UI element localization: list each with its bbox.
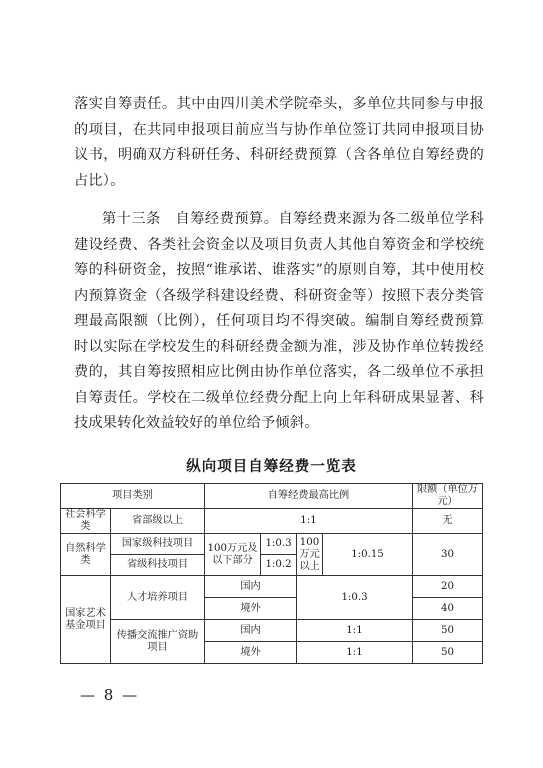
cell-natural-sub2: 省级科技项目 — [111, 555, 205, 576]
paragraph-responsibility: 落实自筹责任。其中由四川美术学院牵头，多单位共同参与申报的项目，在共同申报项目前应当与协作单位签订共同申报项目协议书，明确双方科研任务、科研经费预算（含各单位自筹经费的占比）。 — [74, 96, 484, 189]
cell-social-ratio: 1:1 — [205, 509, 413, 534]
cell-natural-below100: 100万元及以下部分 — [205, 534, 261, 576]
table-header-row — [61, 484, 483, 509]
header-ratio: 自筹经费最高比例 — [205, 484, 413, 509]
table-row-natural-1 — [61, 534, 483, 555]
cell-natural-ratio-a: 1:0.3 — [261, 534, 297, 555]
cell-art-spread: 传播交流推广资助项目 — [111, 620, 205, 664]
cell-social-limit: 无 — [413, 509, 483, 534]
table-row-social — [61, 509, 483, 534]
table-row-art-1 — [61, 576, 483, 598]
table-row-art-3 — [61, 620, 483, 642]
header-limit: 限额（单位万元） — [413, 484, 483, 509]
cell-art-spread-limit-abroad: 50 — [413, 642, 483, 664]
cell-natural-limit: 30 — [413, 534, 483, 576]
cell-art-talent-limit-domestic: 20 — [413, 576, 483, 598]
cell-art-talent-ratio: 1:0.3 — [297, 576, 413, 620]
self-funding-table — [60, 483, 483, 664]
cell-art-talent-domestic: 国内 — [205, 576, 297, 598]
cell-art-name: 国家艺术基金项目 — [61, 576, 111, 664]
cell-art-spread-ratio-domestic: 1:1 — [297, 620, 413, 642]
cell-art-talent: 人才培养项目 — [111, 576, 205, 620]
cell-natural-name: 自然科学类 — [61, 534, 111, 576]
table-title: 纵向项目自筹经费一览表 — [186, 459, 357, 475]
cell-social-sub: 省部级以上 — [111, 509, 205, 534]
cell-social-name: 社会科学类 — [61, 509, 111, 534]
header-category: 项目类别 — [61, 484, 205, 509]
cell-natural-above100: 100万元以上 — [297, 534, 323, 576]
cell-art-spread-ratio-abroad: 1:1 — [297, 642, 413, 664]
cell-art-spread-limit-domestic: 50 — [413, 620, 483, 642]
page-number: — 8 — — [80, 686, 140, 704]
cell-natural-sub1: 国家级科技项目 — [111, 534, 205, 555]
cell-art-talent-limit-abroad: 40 — [413, 598, 483, 620]
cell-art-spread-domestic: 国内 — [205, 620, 297, 642]
cell-natural-ratio-above: 1:0.15 — [323, 534, 413, 576]
cell-natural-ratio-b: 1:0.2 — [261, 555, 297, 576]
paragraph-article-13: 第十三条 自筹经费预算。自筹经费来源为各二级单位学科建设经费、各类社会资金以及项目负责人其他自筹资金和学校统筹的科研资金，按照“谁承诺、谁落实”的原则自筹，其中使用校内预算资金（各级学科建设经费、科研资金等）按照下表分类管理最高限额（比例），任何项目均不得突破。编制自筹经费预算时以实际在学校发生的科研经费金额为准，涉及协作单位转拨经费的，其自筹按照相应比例由协作单位落实，各二级单位不承担自筹责任。学校在二级单位经费分配上向上年科研成果显著、科技成果转化效益较好的单位给予倾斜。 — [74, 211, 484, 431]
cell-art-talent-abroad: 境外 — [205, 598, 297, 620]
cell-art-spread-abroad: 境外 — [205, 642, 297, 664]
